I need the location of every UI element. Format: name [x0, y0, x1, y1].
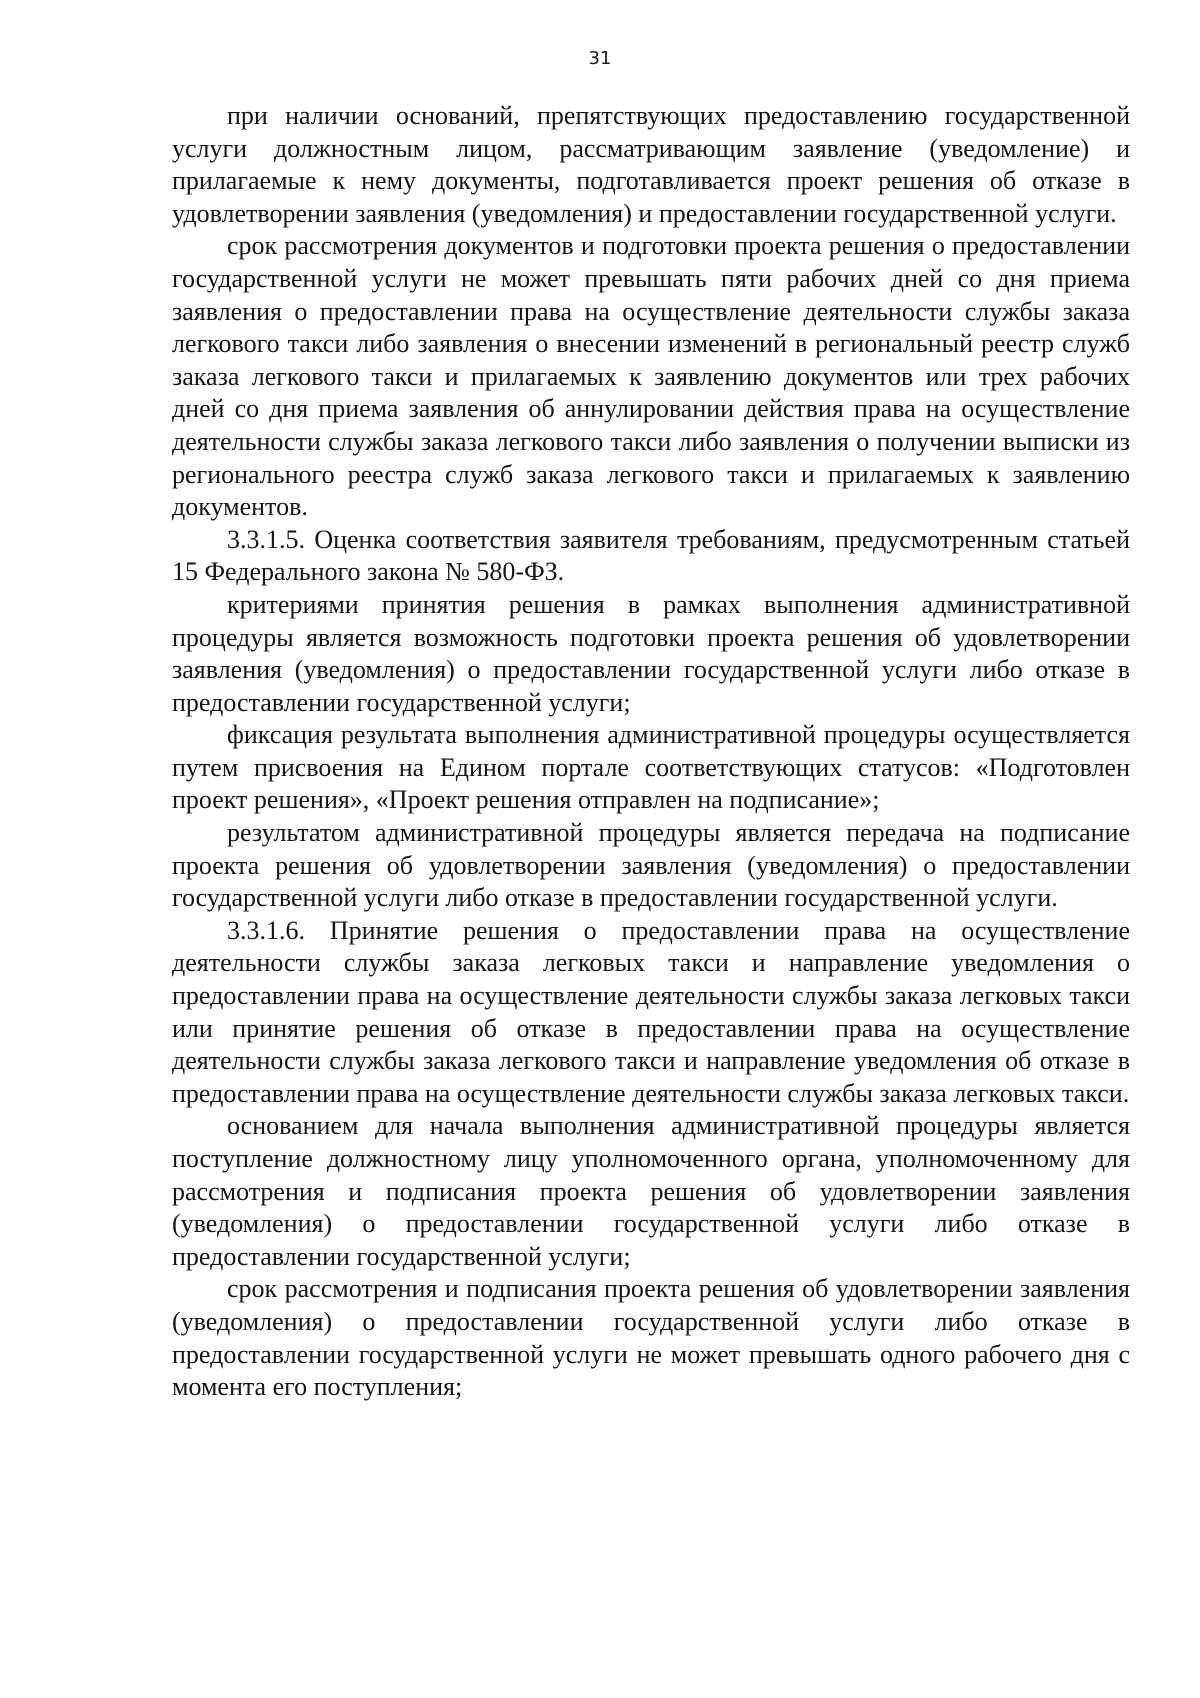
- paragraph-review-term: срок рассмотрения документов и подготовки проекта решения о предоставлении государственной услуги не может превышать пяти рабочих дней со дня приема заявления о предоставлении права на осуществление деятельности службы заказа легкового такси либо заявления о внесении изменений в региональный реестр служб заказа легкового такси и прилагаемых к заявлению документов или трех рабочих дней со дня приема заявления об аннулировании действия права на осуществление деятельности службы заказа легкового такси либо заявления о получении выписки из регионального реестра служб заказа легкового такси и прилагаемых к заявлению документов.: [172, 231, 1130, 522]
- paragraph-refusal-draft: при наличии оснований, препятствующих предоставлению государственной услуги должностным лицом, рассматривающим заявление (уведомление) и прилагаемые к нему документы, подготавливается проект решения об отказе в удовлетворении заявления (уведомления) и предоставлении государственной услуги.: [172, 101, 1130, 228]
- paragraph-procedure-basis: основанием для начала выполнения административной процедуры является поступление должностному лицу уполномоченного органа, уполномоченному для рассмотрения и подписания проекта решения об удовлетворении заявления (уведомления) о предоставлении государственной услуги либо отказе в предоставлении государственной услуги;: [172, 1111, 1130, 1271]
- paragraph-result-fixation: фиксация результата выполнения административной процедуры осуществляется путем присвоения на Едином портале соответствующих статусов: «Подготовлен проект решения», «Проект решения отправлен на подписание»;: [172, 720, 1130, 815]
- document-body: [172, 100, 1130, 1404]
- paragraph-procedure-result: результатом административной процедуры является передача на подписание проекта решения об удовлетворении заявления (уведомления) о предоставлении государственной услуги либо отказе в предоставлении государственной услуги.: [172, 818, 1130, 913]
- paragraph-section-3-3-1-6: 3.3.1.6. Принятие решения о предоставлении права на осуществление деятельности службы заказа легковых такси и направление уведомления о предоставлении права на осуществление деятельности службы заказа легковых такси или принятие решения об отказе в предоставлении права на осуществление деятельности службы заказа легкового такси и направление уведомления об отказе в предоставлении права на осуществление деятельности службы заказа легковых такси.: [172, 915, 1130, 1108]
- paragraph-section-3-3-1-5: 3.3.1.5. Оценка соответствия заявителя требованиям, предусмотренным статьей 15 Федерального закона № 580-ФЗ.: [172, 524, 1130, 587]
- paragraph-signing-term: срок рассмотрения и подписания проекта решения об удовлетворении заявления (уведомления) о предоставлении государственной услуги либо отказе в предоставлении государственной услуги не может превышать одного рабочего дня с момента его поступления;: [172, 1274, 1130, 1402]
- page-number: 31: [588, 48, 612, 69]
- paragraph-decision-criteria: критериями принятия решения в рамках выполнения административной процедуры является возможность подготовки проекта решения об удовлетворении заявления (уведомления) о предоставлении государственной услуги либо отказе в предоставлении государственной услуги;: [172, 589, 1130, 717]
